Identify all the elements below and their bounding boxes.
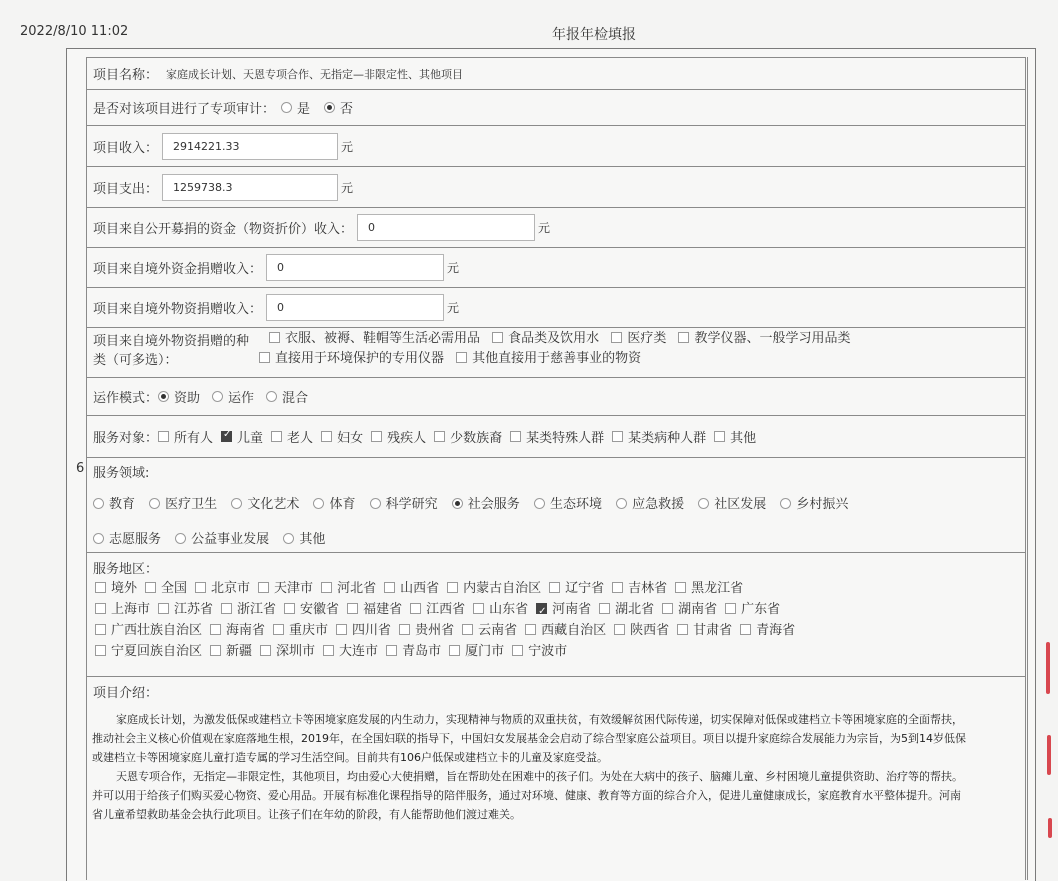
operation-mode-label: 运作模式：	[93, 391, 159, 406]
field-radio[interactable]	[534, 498, 545, 509]
field-radio[interactable]	[283, 533, 294, 544]
field-radio[interactable]	[616, 498, 627, 509]
mode-fund-label: 资助	[174, 391, 201, 406]
area-label: 北京市	[211, 581, 251, 596]
goods-type-label: 医疗类	[627, 331, 667, 346]
goods-type-checkbox[interactable]	[678, 332, 689, 343]
audit-no-label: 否	[340, 102, 354, 117]
foreign-goods-label: 项目来自境外物资捐赠收入：	[93, 302, 263, 317]
area-label: 青海省	[756, 623, 796, 638]
target-checkbox-children[interactable]	[221, 431, 232, 442]
target-label: 其他	[730, 431, 757, 446]
field-label: 应急救援	[632, 497, 685, 512]
area-checkbox[interactable]	[399, 624, 410, 635]
area-label: 青岛市	[402, 644, 442, 659]
field-radio[interactable]	[175, 533, 186, 544]
project-name-row	[86, 57, 1026, 89]
area-label: 山西省	[400, 581, 440, 596]
foreign-goods-row	[86, 287, 1026, 327]
area-checkbox[interactable]	[536, 603, 547, 614]
field-radio[interactable]	[231, 498, 242, 509]
mode-mixed-label: 混合	[282, 391, 309, 406]
area-checkbox[interactable]	[614, 624, 625, 635]
area-checkbox[interactable]	[462, 624, 473, 635]
field-label: 乡村振兴	[796, 497, 849, 512]
page-title: 年报年检填报	[552, 27, 636, 43]
service-field-line2	[87, 528, 1025, 547]
area-checkbox[interactable]	[95, 624, 106, 635]
income-label: 项目收入：	[93, 140, 159, 156]
goods-type-checkbox[interactable]	[611, 332, 622, 343]
service-targets-label: 服务对象：	[93, 431, 159, 446]
field-radio[interactable]	[93, 533, 104, 544]
audit-row	[86, 89, 1026, 125]
public-fund-field[interactable]: 0	[357, 214, 535, 241]
area-checkbox[interactable]	[410, 603, 421, 614]
area-label: 新疆	[226, 644, 253, 659]
area-label: 黑龙江省	[691, 581, 744, 596]
foreign-fund-unit: 元	[447, 261, 460, 275]
area-checkbox[interactable]	[725, 603, 736, 614]
area-label: 宁波市	[528, 644, 568, 659]
target-label: 某类特殊人群	[526, 431, 605, 446]
field-radio[interactable]	[698, 498, 709, 509]
field-radio[interactable]	[370, 498, 381, 509]
field-label: 生态环境	[549, 497, 602, 512]
introduction-text	[92, 710, 970, 824]
area-label: 重庆市	[289, 623, 329, 638]
service-field-line1	[87, 493, 1025, 512]
field-radio[interactable]	[780, 498, 791, 509]
row-number: 6	[76, 461, 85, 476]
area-checkbox[interactable]	[158, 603, 169, 614]
goods-types-label	[93, 332, 269, 370]
foreign-goods-unit: 元	[447, 301, 460, 315]
area-checkbox[interactable]	[447, 582, 458, 593]
project-name-label: 项目名称：	[93, 68, 159, 83]
target-label: 少数族裔	[450, 431, 503, 446]
area-label: 四川省	[352, 623, 392, 638]
field-label: 公益事业发展	[191, 532, 270, 547]
goods-types-label-line2: 类（可多选）：	[93, 353, 178, 368]
area-label: 广东省	[741, 602, 781, 617]
goods-type-checkbox[interactable]	[492, 332, 503, 343]
area-checkbox[interactable]	[323, 645, 334, 656]
target-checkbox[interactable]	[321, 431, 332, 442]
area-checkbox[interactable]	[284, 603, 295, 614]
foreign-goods-field[interactable]: 0	[266, 294, 444, 321]
area-label: 吉林省	[628, 581, 668, 596]
area-label: 湖南省	[678, 602, 718, 617]
area-checkbox[interactable]	[210, 624, 221, 635]
service-targets-row	[86, 415, 1026, 457]
field-label: 其他	[299, 532, 326, 547]
target-checkbox[interactable]	[371, 431, 382, 442]
goods-type-label: 教学仪器、一般学习用品类	[694, 331, 851, 346]
area-checkbox[interactable]	[449, 645, 460, 656]
area-checkbox[interactable]	[210, 645, 221, 656]
expense-row	[86, 166, 1026, 207]
audit-yes-radio[interactable]	[281, 102, 292, 113]
area-checkbox[interactable]	[473, 603, 484, 614]
introduction-label: 项目介绍：	[93, 686, 159, 701]
area-checkbox[interactable]	[321, 582, 332, 593]
area-label: 厦门市	[465, 644, 505, 659]
area-label: 甘肃省	[693, 623, 733, 638]
target-label: 儿童	[237, 431, 264, 446]
operation-mode-row	[86, 377, 1026, 415]
public-fund-unit: 元	[538, 221, 551, 235]
area-checkbox[interactable]	[512, 645, 523, 656]
area-checkbox[interactable]	[145, 582, 156, 593]
expense-label: 项目支出：	[93, 181, 159, 197]
target-label: 妇女	[337, 431, 364, 446]
area-label: 陕西省	[630, 623, 670, 638]
audit-label: 是否对该项目进行了专项审计：	[93, 102, 276, 117]
field-label: 社区发展	[714, 497, 767, 512]
area-checkbox[interactable]	[677, 624, 688, 635]
audit-no-radio[interactable]	[324, 102, 335, 113]
area-checkbox[interactable]	[273, 624, 284, 635]
target-checkbox[interactable]	[434, 431, 445, 442]
mode-operate-radio[interactable]	[212, 391, 223, 402]
project-name-value: 家庭成长计划、天恩专项合作、无指定—非限定性、其他项目	[166, 67, 464, 81]
goods-type-checkbox[interactable]	[269, 332, 280, 343]
income-field[interactable]: 2914221.33	[162, 133, 338, 160]
target-checkbox[interactable]	[612, 431, 623, 442]
area-checkbox[interactable]	[258, 582, 269, 593]
area-checkbox[interactable]	[662, 603, 673, 614]
goods-types-options	[261, 329, 850, 369]
target-checkbox[interactable]	[158, 431, 169, 442]
area-label: 浙江省	[237, 602, 277, 617]
area-label: 辽宁省	[565, 581, 605, 596]
foreign-fund-field[interactable]: 0	[266, 254, 444, 281]
area-label: 宁夏回族自治区	[111, 644, 203, 659]
area-checkbox[interactable]	[740, 624, 751, 635]
service-field-label: 服务领域:	[93, 466, 150, 481]
introduction-paragraph-2: 天恩专项合作，无指定—非限定性，其他项目，均由爱心大使捐赠，旨在帮助处在困难中的孩子们。为处在大病中的孩子、脑瘫儿童、乡村困境儿童提供资助、治疗等的帮扶。并可以用于给孩子们购买爱心物资、爱心用品。开展有标准化课程指导的陪伴服务，通过对环境、健康、教育等方面的综合介入，促进儿童健康成长，家庭教育水平整体提升。河南省儿童希望救助基金会执行此项目。让孩子们在年幼的阶段，有人能帮助他们渡过难关。	[92, 770, 963, 821]
field-label: 教育	[109, 497, 136, 512]
field-label: 社会服务	[467, 497, 520, 512]
target-label: 所有人	[174, 431, 214, 446]
income-unit: 元	[341, 139, 354, 154]
mode-operate-label: 运作	[228, 391, 255, 406]
target-label: 老人	[287, 431, 314, 446]
target-checkbox[interactable]	[510, 431, 521, 442]
area-checkbox[interactable]	[221, 603, 232, 614]
area-checkbox[interactable]	[549, 582, 560, 593]
service-field-row	[86, 457, 1026, 552]
expense-unit: 元	[341, 180, 354, 195]
public-fund-row	[86, 207, 1026, 247]
stamp-mark	[1048, 818, 1052, 838]
area-checkbox[interactable]	[386, 645, 397, 656]
area-label: 贵州省	[415, 623, 455, 638]
field-label: 医疗卫生	[165, 497, 218, 512]
area-label: 广西壮族自治区	[111, 623, 203, 638]
area-checkbox[interactable]	[347, 603, 358, 614]
income-row	[86, 125, 1026, 166]
area-label: 安徽省	[300, 602, 340, 617]
area-checkbox[interactable]	[95, 645, 106, 656]
area-label: 深圳市	[276, 644, 316, 659]
stamp-mark	[1047, 735, 1051, 775]
area-checkbox[interactable]	[612, 582, 623, 593]
mode-mixed-radio[interactable]	[266, 391, 277, 402]
target-checkbox[interactable]	[271, 431, 282, 442]
area-label: 全国	[161, 581, 188, 596]
area-label: 上海市	[111, 602, 151, 617]
goods-type-checkbox[interactable]	[259, 352, 270, 363]
field-radio[interactable]	[93, 498, 104, 509]
field-label: 文化艺术	[247, 497, 300, 512]
area-label: 湖北省	[615, 602, 655, 617]
target-label: 某类病种人群	[628, 431, 707, 446]
service-area-label: 服务地区：	[93, 562, 159, 577]
introduction-paragraph-1: 家庭成长计划，为激发低保或建档立卡等困境家庭发展的内生动力，实现精神与物质的双重扶贫，有效缓解贫困代际传递，切实保障对低保或建档立卡等困境家庭的全面帮扶，推动社会主义核心价值观在家庭落地生根，2019年，在全国妇联的指导下，中国妇女发展基金会启动了综合型家庭公益项目。项目以提升家庭综合发展能力为宗旨，为5到14岁低保或建档立卡等困境家庭儿童打造专属的学习生活空间。目前共有106户低保或建档立卡的儿童及家庭受益。	[92, 713, 966, 764]
area-checkbox[interactable]	[384, 582, 395, 593]
area-label: 西藏自治区	[541, 623, 607, 638]
area-checkbox[interactable]	[599, 603, 610, 614]
public-fund-label: 项目来自公开募捐的资金（物资折价）收入：	[93, 222, 354, 237]
goods-types-row	[86, 327, 1026, 377]
foreign-fund-row	[86, 247, 1026, 287]
field-radio[interactable]	[149, 498, 160, 509]
area-label: 海南省	[226, 623, 266, 638]
field-radio[interactable]	[313, 498, 324, 509]
target-checkbox[interactable]	[714, 431, 725, 442]
foreign-fund-label: 项目来自境外资金捐赠收入：	[93, 262, 263, 277]
service-area-row	[86, 552, 1026, 676]
expense-field[interactable]: 1259738.3	[162, 174, 338, 201]
mode-fund-radio[interactable]	[158, 391, 169, 402]
field-label: 科学研究	[385, 497, 438, 512]
area-label: 河北省	[337, 581, 377, 596]
field-label: 体育	[329, 497, 356, 512]
goods-type-label: 直接用于环境保护的专用仪器	[275, 351, 445, 366]
print-datetime: 2022/8/10 11:02	[20, 24, 129, 39]
area-label: 河南省	[552, 602, 592, 617]
goods-type-checkbox[interactable]	[456, 352, 467, 363]
area-checkbox[interactable]	[260, 645, 271, 656]
area-label: 山东省	[489, 602, 529, 617]
area-checkbox[interactable]	[525, 624, 536, 635]
goods-types-label-line1: 项目来自境外物资捐赠的种	[93, 334, 250, 349]
area-label: 大连市	[339, 644, 379, 659]
goods-type-label: 食品类及饮用水	[508, 331, 600, 346]
area-label: 福建省	[363, 602, 403, 617]
area-label: 天津市	[274, 581, 314, 596]
area-label: 云南省	[478, 623, 518, 638]
service-area-options	[87, 578, 1025, 662]
area-checkbox[interactable]	[95, 582, 106, 593]
area-checkbox[interactable]	[675, 582, 686, 593]
area-label: 江西省	[426, 602, 466, 617]
audit-yes-label: 是	[297, 102, 311, 117]
field-label: 志愿服务	[109, 532, 162, 547]
target-label: 残疾人	[387, 431, 427, 446]
stamp-mark	[1046, 642, 1050, 694]
area-checkbox[interactable]	[336, 624, 347, 635]
area-checkbox[interactable]	[195, 582, 206, 593]
area-label: 江苏省	[174, 602, 214, 617]
area-label: 内蒙古自治区	[463, 581, 542, 596]
field-radio-social-service[interactable]	[452, 498, 463, 509]
goods-type-label: 其他直接用于慈善事业的物资	[472, 351, 642, 366]
goods-type-label: 衣服、被褥、鞋帽等生活必需用品	[285, 331, 481, 346]
area-label: 境外	[111, 581, 138, 596]
area-checkbox[interactable]	[95, 603, 106, 614]
